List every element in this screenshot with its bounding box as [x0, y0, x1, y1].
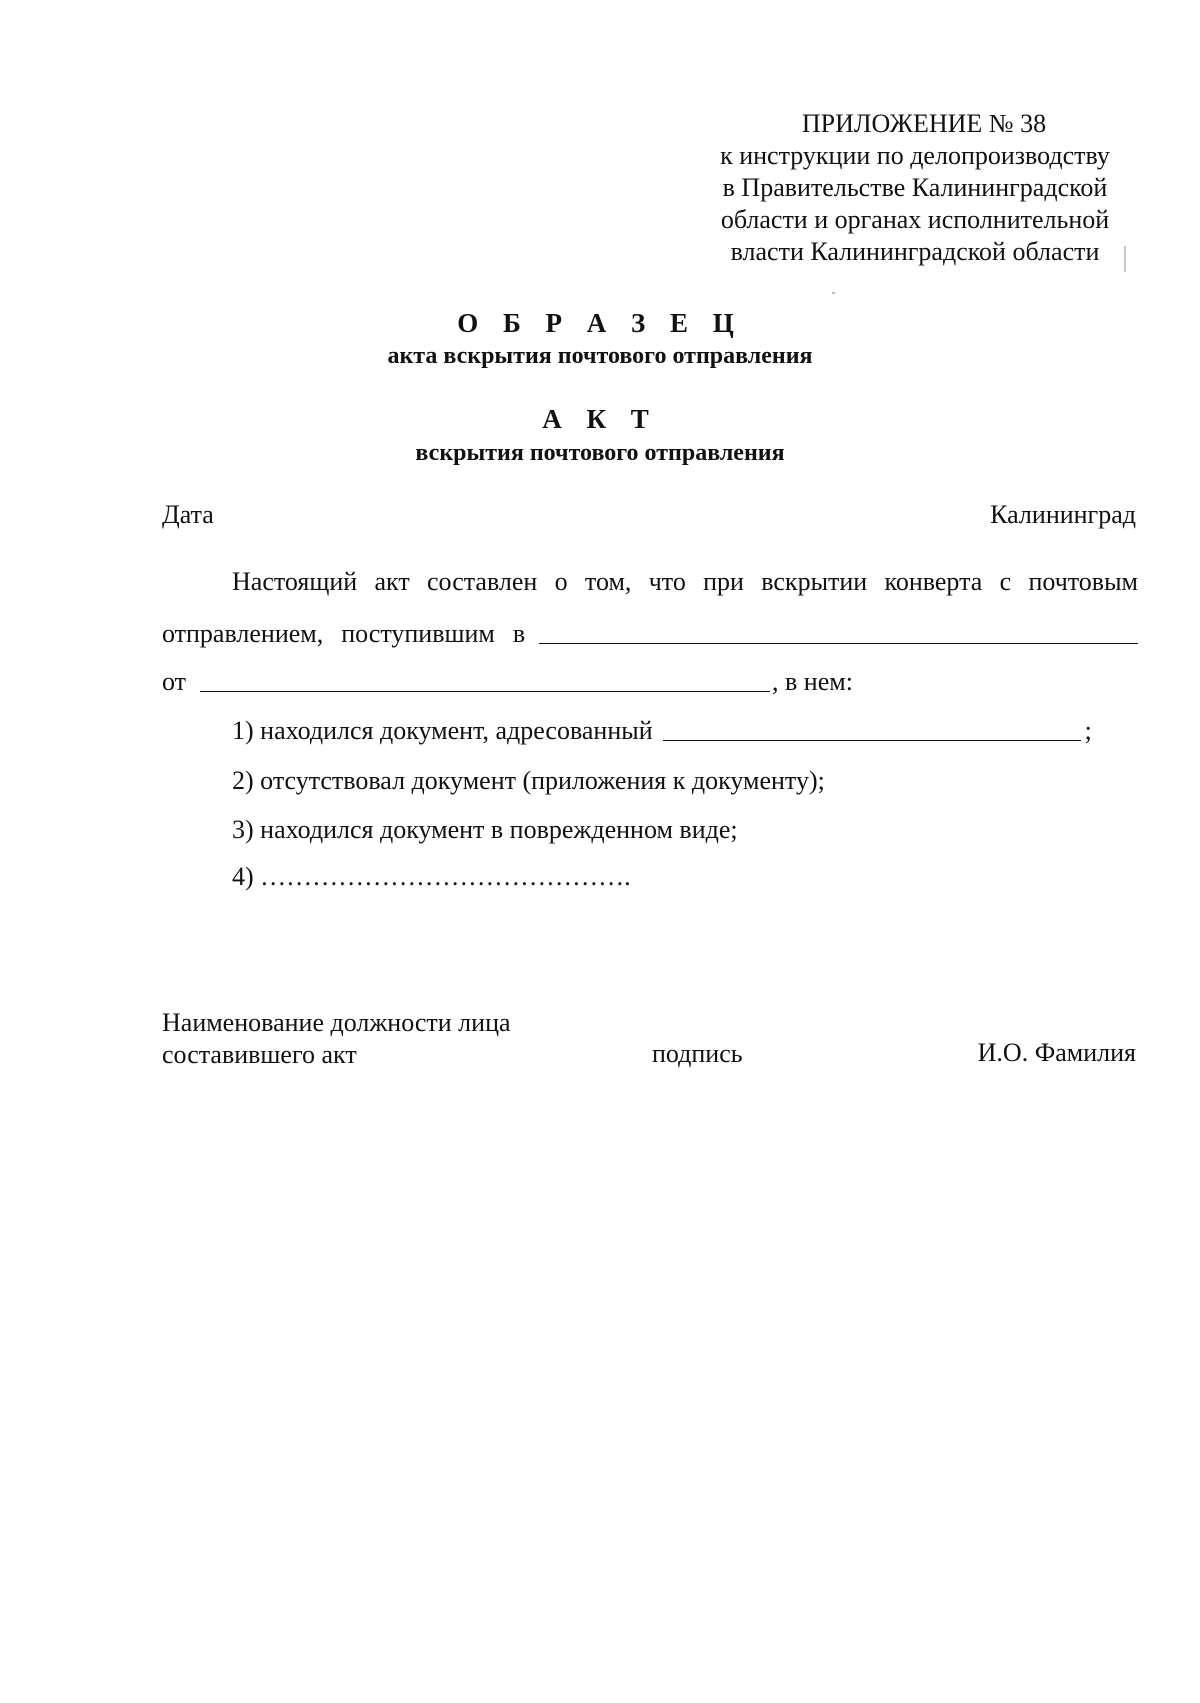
- signature-label: подпись: [652, 1039, 743, 1068]
- city-label: Калининград: [990, 500, 1136, 529]
- list-item: 2) отсутствовал документ (приложения к документу);: [232, 766, 825, 795]
- signer-position: [162, 1007, 582, 1071]
- appendix-line-1: к инструкции по делопроизводству: [720, 141, 1110, 170]
- appendix-line-3: области и органах исполнительной: [720, 205, 1110, 234]
- act-subheading: вскрытия почтового отправления: [415, 440, 785, 466]
- list-item: 4) …………………………………….: [232, 862, 631, 891]
- list-item-suffix: ;: [1084, 716, 1092, 745]
- paragraph-word: поступившим: [341, 619, 495, 648]
- paragraph-line-2: [162, 619, 1138, 649]
- in-it-label: , в нем:: [772, 667, 853, 696]
- scan-artifact: [1124, 246, 1126, 272]
- paragraph-word: в: [512, 619, 526, 648]
- scan-artifact: [832, 292, 835, 294]
- sample-heading: О Б Р А З Е Ц: [457, 308, 743, 338]
- sender-blank-line[interactable]: [200, 667, 770, 692]
- paragraph-line-1: Настоящий акт составлен о том, что при вскрытии конверта с почтовым: [232, 567, 1138, 596]
- paragraph-word: отправлением,: [162, 619, 324, 648]
- recipient-blank-line[interactable]: [539, 619, 1138, 644]
- list-item: 3) находился документ в поврежденном виде;: [232, 815, 738, 844]
- appendix-title: ПРИЛОЖЕНИЕ № 38: [801, 109, 1047, 138]
- addressee-blank-line[interactable]: [663, 716, 1081, 741]
- act-heading: А К Т: [542, 404, 658, 434]
- signer-position-line-2: составившего акт: [162, 1040, 357, 1069]
- paragraph-line-3: [162, 667, 853, 697]
- appendix-line-2: в Правительстве Калининградской: [722, 173, 1108, 202]
- appendix-block: [690, 108, 1140, 268]
- list-item: [232, 716, 1092, 746]
- signer-name: И.О. Фамилия: [977, 1038, 1136, 1067]
- appendix-line-4: власти Калининградской области: [730, 237, 1100, 266]
- from-label: от: [162, 667, 187, 696]
- signer-position-line-1: Наименование должности лица: [162, 1008, 511, 1037]
- list-item-text: 1) находился документ, адресованный: [232, 716, 653, 745]
- sample-subheading: акта вскрытия почтового отправления: [387, 343, 813, 369]
- date-label: Дата: [162, 500, 214, 529]
